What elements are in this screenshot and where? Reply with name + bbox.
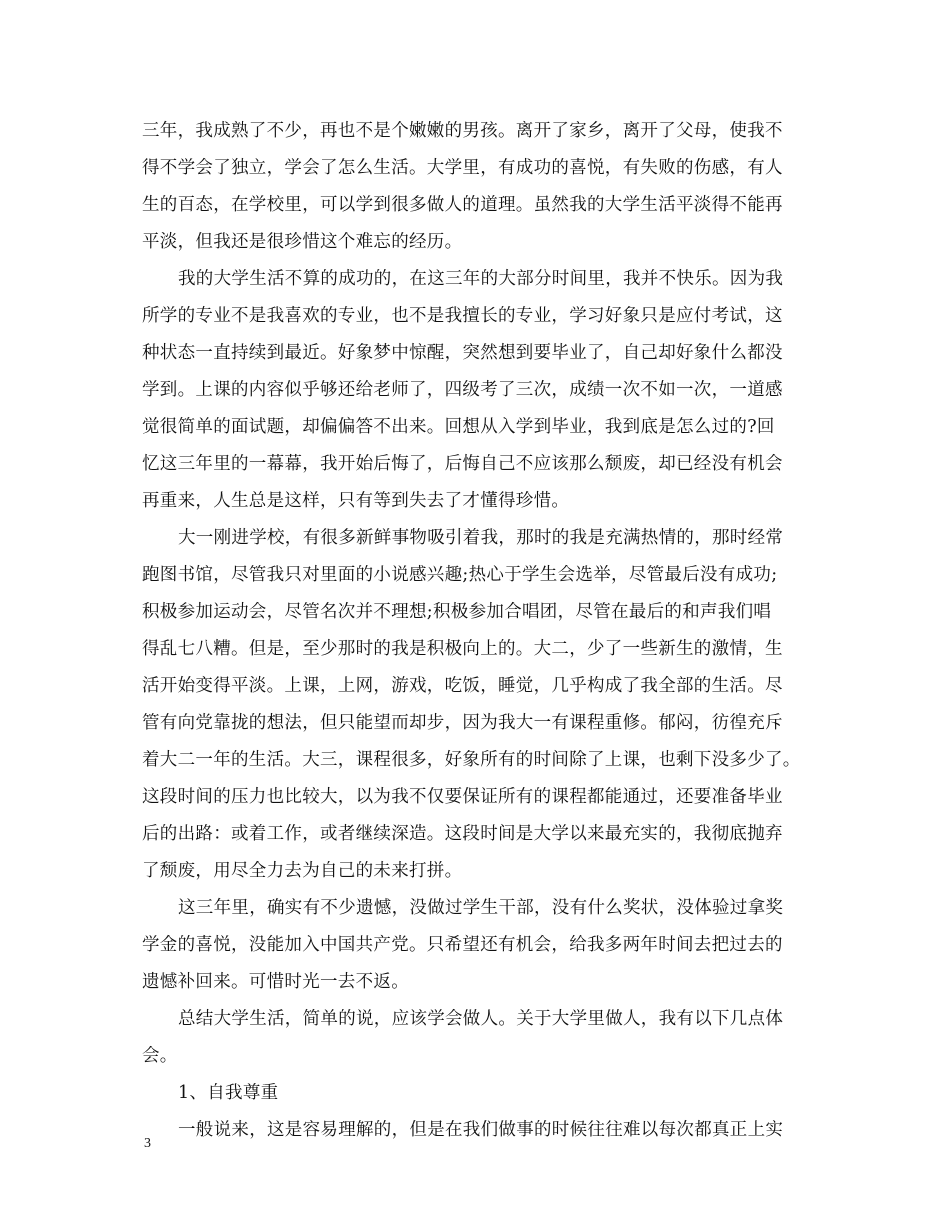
text-line: 忆这三年里的一幕幕，我开始后悔了，后悔自己不应该那么颓废，却已经没有机会: [142, 454, 783, 474]
text-line: 得不学会了独立，学会了怎么生活。大学里，有成功的喜悦，有失败的伤感，有人: [142, 158, 783, 178]
text-line: 所学的专业不是我喜欢的专业，也不是我擅长的专业，学习好象只是应付考试，这: [142, 306, 783, 326]
text-line: 管有向党靠拢的想法，但只能望而却步，因为我大一有课程重修。郁闷，彷徨充斥: [142, 713, 783, 733]
text-line: 总结大学生活，简单的说，应该学会做人。关于大学里做人，我有以下几点体: [178, 1009, 784, 1029]
text-line: 了颓废，用尽全力去为自己的未来打拼。: [142, 861, 463, 881]
text-line: 跑图书馆，尽管我只对里面的小说感兴趣;热心于学生会选举，尽管最后没有成功;: [142, 565, 778, 585]
text-line: 后的出路：或着工作，或者继续深造。这段时间是大学以来最充实的，我彻底抛弃: [142, 824, 783, 844]
text-line: 种状态一直持续到最近。好象梦中惊醒，突然想到要毕业了，自己却好象什么都没: [142, 343, 783, 363]
text-line: 平淡，但我还是很珍惜这个难忘的经历。: [142, 232, 463, 252]
text-line: 生的百态，在学校里，可以学到很多做人的道理。虽然我的大学生活平淡得不能再: [142, 195, 783, 215]
page-number: 3: [144, 1136, 151, 1151]
document-body: [142, 113, 812, 1149]
text-line: 我的大学生活不算的成功的，在这三年的大部分时间里，我并不快乐。因为我: [178, 269, 784, 289]
text-line: 会。: [142, 1046, 178, 1066]
text-line: 遗憾补回来。可惜时光一去不返。: [142, 972, 409, 992]
text-line: 活开始变得平淡。上课，上网，游戏，吃饭，睡觉，几乎构成了我全部的生活。尽: [142, 676, 783, 696]
text-line: 学金的喜悦，没能加入中国共产党。只希望还有机会，给我多两年时间去把过去的: [142, 935, 783, 955]
text-line: 大一刚进学校，有很多新鲜事物吸引着我，那时的我是充满热情的，那时经常: [178, 528, 784, 548]
text-line: 积极参加运动会，尽管名次并不理想;积极参加合唱团，尽管在最后的和声我们唱: [142, 602, 772, 622]
text-line: 这三年里，确实有不少遗憾，没做过学生干部，没有什么奖状，没体验过拿奖: [178, 898, 784, 918]
text-line: 一般说来，这是容易理解的，但是在我们做事的时候往往难以每次都真正上实: [178, 1120, 784, 1140]
text-line: 这段时间的压力也比较大，以为我不仅要保证所有的课程都能通过，还要准备毕业: [142, 787, 783, 807]
text-line: 学到。上课的内容似乎够还给老师了，四级考了三次，成绩一次不如一次，一道感: [142, 380, 783, 400]
text-line: 着大二一年的生活。大三，课程很多，好象所有的时间除了上课，也剩下没多少了。: [142, 750, 801, 770]
text-line: 觉很简单的面试题，却偏偏答不出来。回想从入学到毕业，我到底是怎么过的?回: [142, 417, 775, 437]
text-line: 三年，我成熟了不少，再也不是个嫩嫩的男孩。离开了家乡，离开了父母，使我不: [142, 121, 783, 141]
text-line: 得乱七八糟。但是，至少那时的我是积极向上的。大二，少了一些新生的激情，生: [142, 639, 783, 659]
text-line: 再重来，人生总是这样，只有等到失去了才懂得珍惜。: [142, 491, 570, 511]
text-line: 1、自我尊重: [178, 1083, 279, 1103]
